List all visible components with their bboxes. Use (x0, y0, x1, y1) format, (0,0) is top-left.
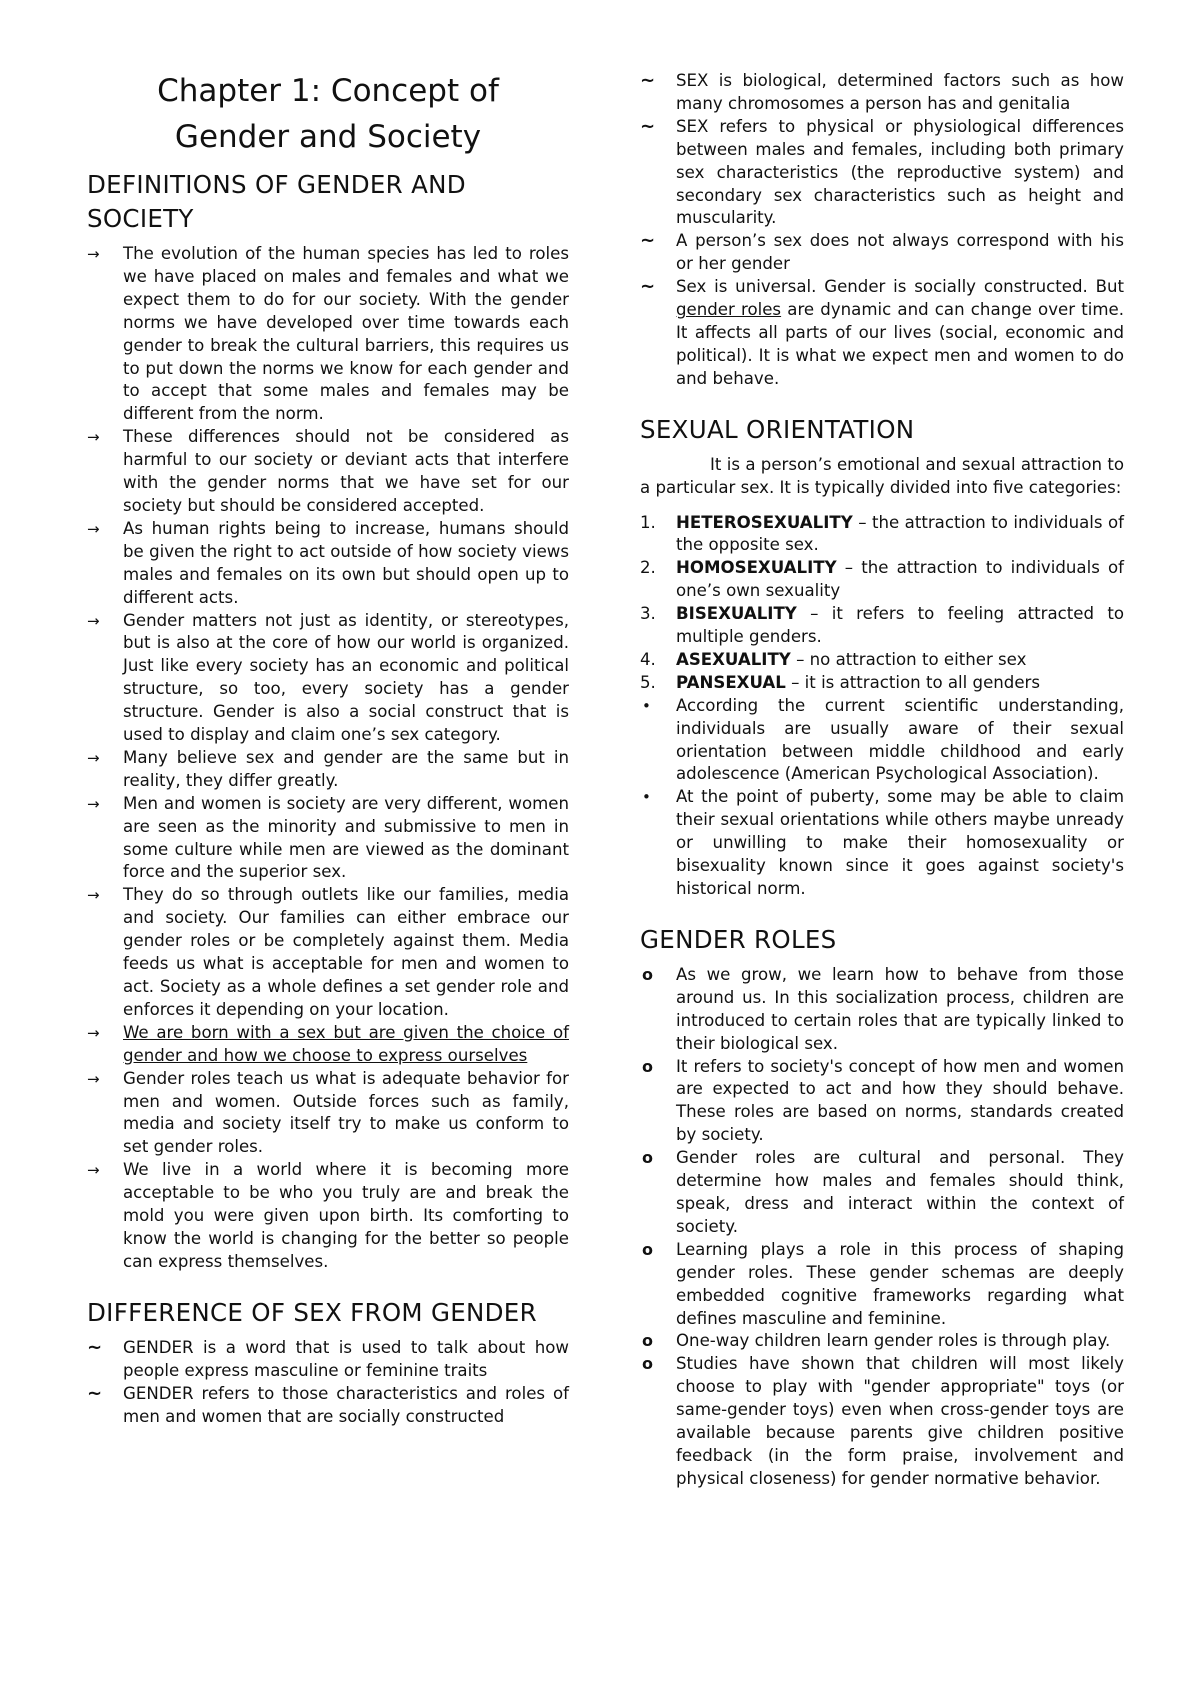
definitions-list (87, 243, 569, 1274)
list-item: ∼ A person’s sex does not always correspond with his or her gender (640, 230, 1124, 274)
list-item: → We live in a world where it is becoming more acceptable to be who you truly are and break the mold you were given upon birth. Its comforting to know the world is changing for the better so people can express themselves. (87, 1160, 569, 1271)
definitions-heading: DEFINITIONS OF GENDER AND SOCIETY (87, 170, 466, 233)
list-item: → Gender roles teach us what is adequate behavior for men and women. Outside forces such as family, media and society itself try to make us conform to set gender roles. (87, 1068, 569, 1157)
arrow-icon: → (87, 1069, 100, 1088)
arrow-icon: → (87, 428, 100, 447)
list-item: → As human rights being to increase, humans should be given the right to act outside of how society views males and females on its own but should open up to different acts. (87, 518, 569, 607)
list-item: • According the current scientific understanding, individuals are usually aware of their sexual orientation between middle childhood and early adolescence (American Psychological Association). (642, 695, 1124, 784)
circle-bullet-icon: o (642, 1354, 653, 1374)
list-item: → Men and women is society are very different, women are seen as the minority and submissive to men in some culture while men are viewed as the dominant force and the superior sex. (87, 793, 569, 882)
title-line-2: Gender and Society (174, 119, 482, 155)
list-item: o Learning plays a role in this process of shaping gender roles. These gender schemas are deeply embedded cognitive frameworks regarding what defines masculine and feminine. (642, 1239, 1124, 1328)
category-item: 1. HETEROSEXUALITY – the attraction to individuals of the opposite sex. (640, 512, 1124, 555)
list-item: o It refers to society's concept of how men and women are expected to act and how they should behave. These roles are based on norms, standards created by society. (642, 1056, 1124, 1145)
arrow-icon: → (87, 1023, 100, 1042)
left-column (87, 60, 569, 1428)
title-line-1: Chapter 1: Concept of (157, 73, 499, 109)
list-item: ∼ GENDER refers to those characteristics and roles of men and women that are socially constructed (87, 1382, 569, 1426)
page-title (87, 68, 569, 160)
right-column (640, 70, 1124, 1491)
list-item: o One-way children learn gender roles is through play. (640, 1330, 1124, 1353)
tilde-icon: ∼ (87, 1382, 103, 1404)
category-item: 2. HOMOSEXUALITY – the attraction to individuals of one’s own sexuality (640, 558, 1124, 601)
list-item: o Studies have shown that children will most likely choose to play with "gender appropriate" toys (or same-gender toys) even when cross-gender toys are available because parents give children positive feedback (in the form praise, involvement and physical closeness) for gender normative behavior. (642, 1354, 1124, 1488)
list-item: ∼ SEX is biological, determined factors such as how many chromosomes a person has and genitalia (640, 70, 1124, 113)
bullet-icon: • (642, 788, 651, 807)
tilde-icon: ∼ (640, 115, 656, 137)
orientation-heading: SEXUAL ORIENTATION (640, 414, 915, 444)
roles-list (640, 964, 1124, 1491)
list-item: ∼ SEX refers to physical or physiological differences between males and females, including both primary sex characteristics (the reproductive system) and secondary sex characteristics such as height and muscularity. (640, 115, 1124, 228)
category-item: 5. PANSEXUAL – it is attraction to all genders (640, 672, 1041, 692)
list-item: → Many believe sex and gender are the same but in reality, they differ greatly. (87, 747, 569, 790)
circle-bullet-icon: o (642, 1148, 653, 1168)
arrow-icon: → (87, 886, 100, 905)
list-item: → They do so through outlets like our families, media and society. Our families can either embrace our gender roles or be completely against them. Media feeds us what is acceptable for men and women to act. Society as a whole defines a set gender role and enforces it depending on your location. (87, 885, 569, 1019)
orientation-intro: It is a person’s emotional and sexual attraction to a particular sex. It is typically divided into five categories: (640, 454, 1124, 497)
list-item: o Gender roles are cultural and personal. They determine how males and females should think, speak, dress and interact within the context of society. (642, 1148, 1124, 1236)
list-item: → Gender matters not just as identity, or stereotypes, but is also at the core of how our world is organized. Just like every society has an economic and political structure, so too, every society has a gender structure. Gender is also a social construct that is used to display and claim one’s sex category. (87, 610, 569, 745)
arrow-icon: → (87, 748, 100, 767)
list-item: → These differences should not be considered as harmful to our society or deviant acts that interfere with the gender norms that we have set for our society but should be considered accepted. (87, 427, 569, 515)
arrow-icon: → (87, 245, 100, 263)
arrow-icon: → (87, 611, 100, 630)
tilde-icon: ∼ (640, 230, 656, 252)
orientation-notes (640, 695, 1124, 901)
circle-bullet-icon: o (642, 964, 653, 984)
bullet-icon: • (642, 696, 651, 715)
list-item: → The evolution of the human species has led to roles we have placed on males and females and what we expect them to do for our society. With the gender norms we have developed over time towards each gender to break the cultural barriers, this requires us to put down the norms we know for each gender and to accept that some males and females may be different from the norm. (87, 244, 569, 424)
list-item: o As we grow, we learn how to behave from those around us. In this socialization process, children are introduced to certain roles that are typically linked to their biological sex. (642, 964, 1124, 1053)
category-item: 4. ASEXUALITY – no attraction to either sex (640, 649, 1027, 669)
list-item-underlined: → We are born with a sex but are given the choice of gender and how we choose to express ourselves (87, 1022, 569, 1065)
circle-bullet-icon: o (642, 1056, 653, 1076)
orientation-categories (640, 512, 1124, 695)
difference-list-right (640, 70, 1124, 391)
tilde-icon: ∼ (640, 276, 656, 298)
circle-bullet-icon: o (642, 1331, 653, 1351)
difference-list-left (87, 1337, 569, 1429)
list-item: ∼ Sex is universal. Gender is socially constructed. But gender roles are dynamic and can change over time. It affects all parts of our lives (social, economic and political). It is what we expect men and women to do and behave. (640, 276, 1124, 388)
list-item: • At the point of puberty, some may be able to claim their sexual orientations while others maybe unready or unwilling to make their homosexuality or bisexuality known since it goes against society's historical norm. (642, 787, 1124, 898)
arrow-icon: → (87, 1161, 100, 1180)
tilde-icon: ∼ (87, 1336, 103, 1358)
arrow-icon: → (87, 794, 100, 813)
tilde-icon: ∼ (640, 70, 656, 91)
difference-heading: DIFFERENCE OF SEX FROM GENDER (87, 1297, 537, 1327)
circle-bullet-icon: o (642, 1239, 653, 1259)
category-item: 3. BISEXUALITY – it refers to feeling attracted to multiple genders. (640, 604, 1124, 647)
arrow-icon: → (87, 519, 100, 538)
gender-roles-link[interactable]: gender roles (676, 300, 782, 320)
roles-heading: GENDER ROLES (640, 924, 837, 954)
list-item: ∼ GENDER is a word that is used to talk about how people express masculine or feminine traits (87, 1336, 569, 1380)
